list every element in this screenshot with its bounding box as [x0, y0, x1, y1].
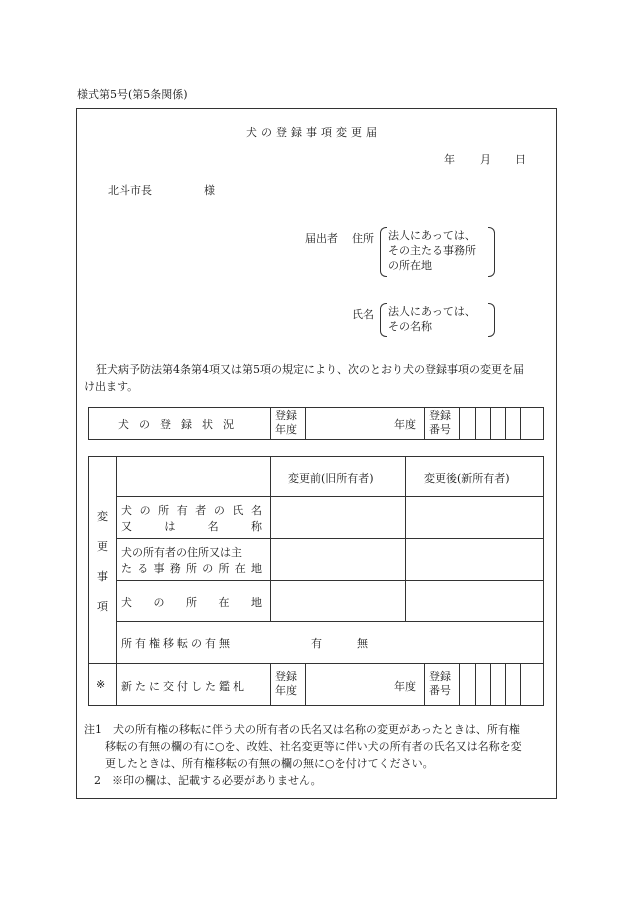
- side-label-3: 事: [97, 570, 108, 583]
- body-text-line1: 狂犬病予防法第4条第4項又は第5項の規定により、次のとおり犬の登録事項の変更を届: [96, 363, 524, 376]
- name-bracket-left: [380, 303, 387, 337]
- row-owner-address-line1: 犬の所有者の住所又は主: [121, 546, 242, 559]
- note-line-3: 更したときは、所有権移転の有無の欄の無に○を付けてください。: [105, 757, 434, 770]
- row-owner-name-line2: 又 は 名 称: [121, 520, 262, 533]
- registration-status-label: 犬の登録状況: [118, 418, 244, 431]
- side-label-2: 更: [97, 540, 108, 553]
- applicant-label: 届出者: [305, 232, 338, 245]
- row-owner-address-line2: た る 事 務 所 の 所 在 地: [121, 562, 262, 575]
- reg-number-label: 登録 番号: [429, 409, 451, 436]
- asterisk-mark: ※: [96, 678, 106, 691]
- new-tag-fiscal-year-label: 年度: [394, 680, 416, 693]
- date-day-label: 日: [515, 153, 526, 166]
- form-number: 様式第5号(第5条関係): [77, 88, 188, 101]
- column-header-after: 変更後(新所有者): [424, 472, 510, 485]
- row-dog-location: 犬 の 所 在 地: [121, 596, 262, 609]
- form-frame: [76, 108, 557, 799]
- address-bracket-left: [380, 227, 387, 277]
- honorific: 様: [204, 184, 215, 197]
- form-title: 犬の登録事項変更届: [246, 126, 381, 139]
- date-month-label: 月: [480, 153, 491, 166]
- address-bracket-right: [488, 227, 495, 277]
- date-year-label: 年: [444, 153, 455, 166]
- new-tag-reg-number-label: 登録 番号: [429, 670, 451, 697]
- ownership-has[interactable]: 有: [311, 637, 322, 650]
- note-line-1: 注1 犬の所有権の移転に伴う犬の所有者の氏名又は名称の変更があったときは、所有権: [84, 723, 520, 736]
- note-line-2: 移転の有無の欄の有に○を、改姓、社名変更等に伴い犬の所有者の氏名又は名称を変: [105, 740, 522, 753]
- reg-year-label: 登録 年度: [275, 409, 297, 436]
- ownership-none[interactable]: 無: [357, 637, 368, 650]
- fiscal-year-label: 年度: [394, 418, 416, 431]
- new-tag-reg-year-label: 登録 年度: [275, 670, 297, 697]
- row-new-tag: 新たに交付した鑑札: [121, 680, 247, 693]
- row-owner-name-line1: 犬 の 所 有 者 の 氏 名: [121, 504, 262, 517]
- body-text-line2: け出ます。: [84, 380, 139, 393]
- side-label-1: 変: [97, 510, 108, 523]
- name-bracket-right: [488, 303, 495, 337]
- note-line-4: 2 ※印の欄は、記載する必要がありません。: [94, 774, 322, 787]
- addressee: 北斗市長: [108, 184, 152, 197]
- row-ownership-transfer: 所有権移転の有無: [121, 637, 233, 650]
- address-label: 住所: [352, 232, 374, 245]
- side-label-4: 項: [97, 600, 108, 613]
- column-header-before: 変更前(旧所有者): [288, 472, 374, 485]
- address-note: 法人にあっては、 その主たる事務所 の所在地: [388, 229, 476, 272]
- name-note: 法人にあっては、 その名称: [388, 305, 476, 333]
- name-label: 氏名: [352, 308, 374, 321]
